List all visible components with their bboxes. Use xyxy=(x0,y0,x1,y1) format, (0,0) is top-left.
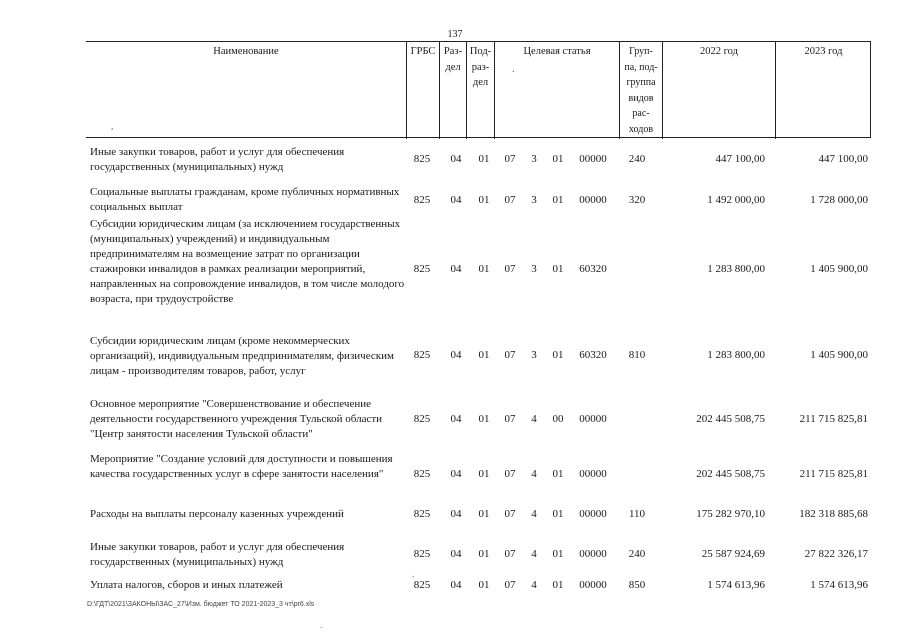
row-name: Иные закупки товаров, работ и услуг для обеспечения государственных (муниципальных) нужд xyxy=(90,541,345,568)
header-podrazdel: Под- раз- дел xyxy=(466,42,494,139)
cell-amount-2023: 182 318 885,68 xyxy=(799,508,868,520)
row-name: Уплата налогов, сборов и иных платежей xyxy=(90,579,283,591)
cell-target-subprogram: 4 xyxy=(531,413,537,425)
cell-target-program: 07 xyxy=(504,579,516,591)
row-name: Мероприятие "Создание условий для доступности и повышения качества государственных услуг в сфере занятости населения" xyxy=(90,453,393,480)
cell-amount-2023: 27 822 326,17 xyxy=(804,548,868,560)
row-name: Социальные выплаты гражданам, кроме публичных нормативных социальных выплат xyxy=(90,186,400,213)
cell-expense-group: 240 xyxy=(628,548,646,560)
cell-target-subprogram: 4 xyxy=(531,548,537,560)
row-name: Расходы на выплаты персоналу казенных учреждений xyxy=(90,508,344,520)
cell-expense-group: 810 xyxy=(628,349,646,361)
row-name: Иные закупки товаров, работ и услуг для обеспечения государственных (муниципальных) нужд xyxy=(90,146,345,173)
cell-razdel: 04 xyxy=(450,508,462,520)
scan-mark: . xyxy=(412,569,415,580)
page-number: 137 xyxy=(447,29,463,40)
cell-podrazdel: 01 xyxy=(478,263,490,275)
cell-amount-2022: 25 587 924,69 xyxy=(701,548,765,560)
cell-target-subprogram: 4 xyxy=(531,508,537,520)
cell-target-event: 01 xyxy=(552,153,564,165)
cell-target-subprogram: 3 xyxy=(531,349,537,361)
cell-amount-2022: 447 100,00 xyxy=(715,153,765,165)
cell-podrazdel: 01 xyxy=(478,194,490,206)
cell-podrazdel: 01 xyxy=(478,468,490,480)
cell-amount-2023: 1 405 900,00 xyxy=(810,263,868,275)
cell-target-event: 01 xyxy=(552,468,564,480)
header-target: Целевая статья xyxy=(494,42,619,139)
cell-grbs: 825 xyxy=(413,153,431,165)
cell-podrazdel: 01 xyxy=(478,413,490,425)
table-header xyxy=(86,41,871,138)
cell-target-direction: 00000 xyxy=(579,508,607,520)
cell-amount-2023: 211 715 825,81 xyxy=(799,413,868,425)
cell-amount-2022: 1 574 613,96 xyxy=(707,579,765,591)
cell-amount-2023: 447 100,00 xyxy=(818,153,868,165)
cell-podrazdel: 01 xyxy=(478,153,490,165)
cell-grbs: 825 xyxy=(413,468,431,480)
cell-grbs: 825 xyxy=(413,413,431,425)
cell-podrazdel: 01 xyxy=(478,579,490,591)
cell-podrazdel: 01 xyxy=(478,349,490,361)
cell-amount-2022: 175 282 970,10 xyxy=(696,508,765,520)
cell-target-program: 07 xyxy=(504,153,516,165)
cell-razdel: 04 xyxy=(450,349,462,361)
cell-amount-2022: 1 492 000,00 xyxy=(707,194,765,206)
cell-target-program: 07 xyxy=(504,468,516,480)
header-group: Груп- па, под- группа видов рас- ходов xyxy=(619,42,662,139)
cell-grbs: 825 xyxy=(413,194,431,206)
cell-target-subprogram: 4 xyxy=(531,579,537,591)
header-name: Наименование xyxy=(213,46,279,57)
cell-target-event: 01 xyxy=(552,508,564,520)
row-name: Субсидии юридическим лицам (за исключением государственных (муниципальных) учреждений) и индивидуальным предпринимателям на возмещение затрат по организации стажировки инвалидов в рамках реализации мероприятий, направленных на сопровождение инвалидов, в том числе молодого возраста, при трудоустройстве xyxy=(90,218,405,305)
cell-target-event: 01 xyxy=(552,194,564,206)
header-razdel: Раз- дел xyxy=(439,42,466,139)
cell-amount-2022: 202 445 508,75 xyxy=(696,413,765,425)
cell-target-direction: 00000 xyxy=(579,194,607,206)
cell-razdel: 04 xyxy=(450,194,462,206)
cell-podrazdel: 01 xyxy=(478,508,490,520)
cell-expense-group: 110 xyxy=(628,508,646,520)
cell-target-event: 01 xyxy=(552,349,564,361)
cell-amount-2022: 202 445 508,75 xyxy=(696,468,765,480)
cell-expense-group: 850 xyxy=(628,579,646,591)
cell-razdel: 04 xyxy=(450,413,462,425)
cell-target-direction: 60320 xyxy=(579,263,607,275)
cell-target-subprogram: 3 xyxy=(531,194,537,206)
scan-mark: . xyxy=(320,620,323,631)
cell-amount-2022: 1 283 800,00 xyxy=(707,263,765,275)
cell-target-direction: 00000 xyxy=(579,548,607,560)
row-name: Основное мероприятие "Совершенствование и обеспечение деятельности государственного учреждения Тульской области "Центр занятости населения Тульской области" xyxy=(90,398,383,440)
cell-target-event: 01 xyxy=(552,548,564,560)
cell-amount-2023: 1 405 900,00 xyxy=(810,349,868,361)
cell-razdel: 04 xyxy=(450,548,462,560)
cell-amount-2023: 1 574 613,96 xyxy=(810,579,868,591)
cell-target-program: 07 xyxy=(504,263,516,275)
cell-target-program: 07 xyxy=(504,413,516,425)
cell-razdel: 04 xyxy=(450,263,462,275)
header-2023: 2023 год xyxy=(775,42,871,139)
footer-path: D:\ГДТ\2021\ЗАКОНЫ\ЗАС_27\Изм. бюджет ТО 2021-2023_3 чт\рr6.xls xyxy=(87,601,315,608)
cell-razdel: 04 xyxy=(450,153,462,165)
cell-grbs: 825 xyxy=(413,579,431,591)
cell-amount-2023: 211 715 825,81 xyxy=(799,468,868,480)
cell-grbs: 825 xyxy=(413,263,431,275)
scan-tick: , xyxy=(111,121,114,131)
cell-target-program: 07 xyxy=(504,548,516,560)
cell-target-program: 07 xyxy=(504,508,516,520)
cell-expense-group: 240 xyxy=(628,153,646,165)
header-2022: 2022 год xyxy=(662,42,775,139)
cell-amount-2022: 1 283 800,00 xyxy=(707,349,765,361)
cell-grbs: 825 xyxy=(413,349,431,361)
cell-podrazdel: 01 xyxy=(478,548,490,560)
scan-dot: . xyxy=(512,64,515,75)
cell-target-event: 01 xyxy=(552,263,564,275)
cell-target-direction: 60320 xyxy=(579,349,607,361)
cell-target-direction: 00000 xyxy=(579,468,607,480)
cell-target-direction: 00000 xyxy=(579,579,607,591)
cell-grbs: 825 xyxy=(413,508,431,520)
header-grbs: ГРБС xyxy=(406,42,439,139)
row-name: Субсидии юридическим лицам (кроме некоммерческих организаций), индивидуальным предпринимателям, физическим лицам - производителям товаров, работ, услуг xyxy=(90,335,394,377)
cell-grbs: 825 xyxy=(413,548,431,560)
cell-amount-2023: 1 728 000,00 xyxy=(810,194,868,206)
cell-razdel: 04 xyxy=(450,579,462,591)
cell-target-subprogram: 3 xyxy=(531,263,537,275)
cell-target-event: 00 xyxy=(552,413,564,425)
cell-target-direction: 00000 xyxy=(579,413,607,425)
cell-razdel: 04 xyxy=(450,468,462,480)
cell-expense-group: 320 xyxy=(628,194,646,206)
cell-target-program: 07 xyxy=(504,194,516,206)
cell-target-direction: 00000 xyxy=(579,153,607,165)
cell-target-program: 07 xyxy=(504,349,516,361)
cell-target-subprogram: 4 xyxy=(531,468,537,480)
cell-target-subprogram: 3 xyxy=(531,153,537,165)
cell-target-event: 01 xyxy=(552,579,564,591)
